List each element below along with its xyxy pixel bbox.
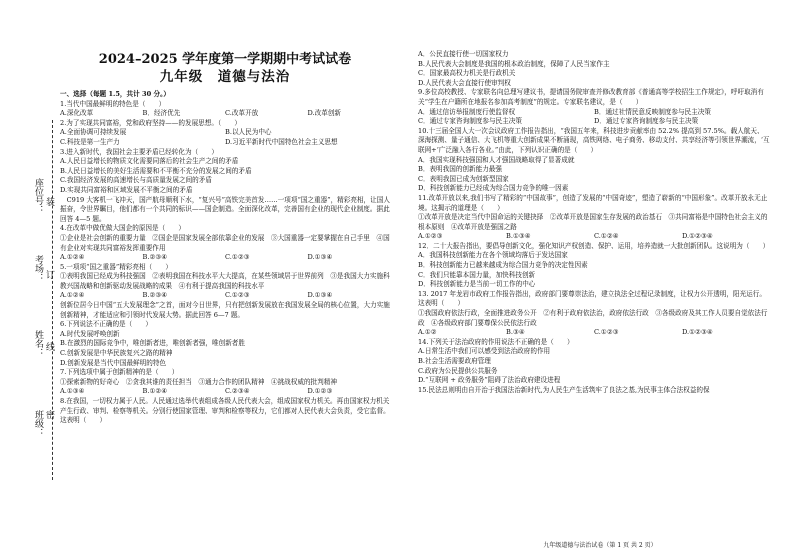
binding-margin bbox=[0, 0, 62, 550]
question-line: 12．二十大报告指出，要倡导创新文化，强化知识产权创造、保护、运用，培养造就一大批创新团队。这说明为（ ） bbox=[418, 241, 770, 250]
question-line: D.创新发展是当代中国最鲜明的特色 bbox=[60, 358, 167, 367]
question-line: C.我国经济发展的高速增长与高质量发展之间的矛盾 bbox=[60, 176, 212, 185]
binding-mark-mi: 密 bbox=[46, 411, 56, 421]
option-text: D.①③④ bbox=[307, 291, 333, 300]
option-row bbox=[60, 253, 390, 263]
question-line: 1.当代中国最鲜明的特色是（ ） bbox=[60, 99, 166, 108]
binding-mark-zhuang: 装 bbox=[46, 198, 56, 208]
option-row bbox=[60, 138, 390, 148]
question-line: 13. 2017 年龙岩市政府工作报告指出，政府部门要尊崇法治，建立执法全过程记录制度，让权力公开透明，阳光运行。这表明（ ） bbox=[418, 289, 766, 308]
question-line: 7.下列选项中属于创新精神的是（ ） bbox=[60, 368, 179, 377]
option-text: B．经济优先 bbox=[142, 109, 181, 118]
question-line: D.实现共同富裕和区域发展不平衡之间的矛盾 bbox=[60, 185, 193, 194]
question-line: C.创新发展是中华民族复兴之路的精神 bbox=[60, 349, 173, 358]
question-line: 8.在我国，一切权力属于人民。人民通过选举代表组成各级人民代表大会，组成国家权力机关。再由国家权力机关产生行政、审判、检察等机关。分别行使国家管理、审判和检察等权力，它们都对人民代表大会负责，受它监督。这表明（ ） bbox=[60, 397, 390, 425]
name-label: 姓名： bbox=[33, 330, 43, 357]
seat-number-label: 座位号： bbox=[33, 178, 43, 214]
option-text: C.①②③ bbox=[225, 291, 250, 300]
option-text: A.①②③ bbox=[418, 232, 443, 241]
option-text: B.①③④ bbox=[506, 232, 531, 241]
option-row bbox=[60, 387, 390, 397]
option-text: D．通过专家咨询制度参与民主决策 bbox=[594, 117, 699, 126]
section-heading: 一、选择（每题 1.5，共计 30 分。） bbox=[60, 90, 170, 98]
question-line: B.人民代表大会制度是我国的根本政治制度，保障了人民当家作主 bbox=[418, 59, 610, 68]
option-row bbox=[60, 128, 390, 138]
question-line: B．表明我国的创新能力最强 bbox=[418, 165, 502, 174]
question-line: A.人民日益增长的物质文化需要同落后的社会生产之间的矛盾 bbox=[60, 157, 239, 166]
option-text: D.①③④ bbox=[307, 253, 333, 262]
left-questions bbox=[60, 100, 390, 426]
binding-line bbox=[52, 120, 53, 480]
question-line: C．表明我国已成为创新型国家 bbox=[418, 174, 509, 183]
option-text: C.①②③ bbox=[225, 253, 250, 262]
option-row bbox=[60, 109, 390, 119]
option-text: A.全面协调可持续发展 bbox=[60, 128, 127, 137]
question-line: 4.在改革中做优做大国企的原因是（ ） bbox=[60, 224, 185, 233]
question-line: 14.下列关于法治政府的作用说法不正确的是（ ） bbox=[418, 337, 574, 346]
question-line: B．科技创新能力已越来越成为综合国力竞争的决定性因素 bbox=[418, 261, 588, 270]
question-line: C.政府为公民提供公共服务 bbox=[418, 366, 498, 375]
option-text: C.①②③ bbox=[594, 328, 619, 337]
option-row bbox=[418, 108, 770, 118]
option-text: A.深化改革 bbox=[60, 109, 94, 118]
question-line: A.日常生活中我们可以感受到法治政府的作用 bbox=[418, 347, 551, 356]
question-line: D．科技创新能力是当前一切工作的中心 bbox=[418, 280, 536, 289]
question-line: ①表明我国已经成为科技强国 ②表明我国在科技水平大大提高，在某些领域居于世界前列 ③是我国大力实施科教兴国战略和创新驱动发展战略的成果 ④有利于提高我国的科技水平 bbox=[60, 272, 390, 290]
question-line: D．科技创新能力已经成为综合国力竞争的唯一因素 bbox=[418, 184, 569, 193]
option-text: D.改革创新 bbox=[307, 109, 342, 118]
question-line: B.社会生活需要政府管理 bbox=[418, 357, 491, 365]
option-text: A.①②④ bbox=[60, 291, 85, 300]
question-line: 创新位居今日中国“五大发展理念”之首，面对今日世界，只有把创新发展放在我国发展全局的核心位置，大力实施创新精神，才能适应和引领时代发展大势。据此回答 6—7 题。 bbox=[60, 301, 390, 319]
question-line: ①企业是社会创新的重要力量 ②国企是国家发展全部依靠企业的发展 ③大国重器一定要掌握在自己手里 ④国有企业对实现共同富裕发挥重要作用 bbox=[60, 233, 390, 252]
option-text: B．通过社情民意反映制度参与民主决策 bbox=[594, 107, 711, 116]
question-line: 15.民法总则明由自开治于我国法治新时代,为人民生产生活筑牢了良法之基,为民事主体合法权益的保 bbox=[418, 385, 710, 394]
question-line: C．我们只能靠本国力量，加快科技创新 bbox=[418, 270, 536, 279]
option-row bbox=[60, 291, 390, 301]
option-text: D.①②③④ bbox=[682, 232, 713, 241]
exam-title: 2024–2025 学年度第一学期期中考试试卷 bbox=[98, 52, 352, 67]
question-line: 11.改革开放以来,我们书写了精彩的“中国故事”，创造了发展的“中国奇迹”，塑造了崭新的“中国形象”。改革开放永无止境。这揭示的道理是（ ） bbox=[418, 193, 768, 212]
question-line: 6.下列说法不正确的是（ ） bbox=[60, 320, 153, 329]
question-line: ①我国政府依法行政，全面推进政务公开 ②有利于政府依法治，政府依法行政 ③各级政府及其工作人员要自觉依法行政 ④各级政府部门要尊保公民依法行政 bbox=[418, 309, 768, 327]
option-text: B.①②④ bbox=[142, 387, 168, 396]
question-line: 10.十三届全国人大一次会议政府工作报告指出，“我国五年来，科技进步贡献率由 52.2% 提高到 57.5%。载人航天、深海探测、量子通信、大飞机等重大创新成果不断涌现，高铁网络、电子商务、移动支付、共享经济等引领世界潮流，‘互联网+’广泛融入各行各业。”由此，下列认识正确的是（ ） bbox=[418, 126, 770, 154]
question-line: 2.为了实现共同富裕，党和政府坚持——的发展思想。（ ） bbox=[60, 118, 242, 127]
page-footer: 九年级道德与法治试卷（第 1 页 共 2 页） bbox=[543, 542, 657, 549]
option-row bbox=[418, 232, 770, 242]
option-text: B.③④ bbox=[506, 328, 525, 337]
right-questions bbox=[418, 50, 770, 395]
question-line: A.时代发展呼唤创新 bbox=[60, 329, 120, 338]
question-line: A．我国实现科技强国和人才强国战略取得了显著成就 bbox=[418, 155, 575, 164]
question-line: B.在激烈的国际竞争中，唯创新者进，唯创新者强，唯创新者胜 bbox=[60, 339, 245, 348]
question-line: ①改革开放是决定当代中国命运的关键抉择 ②改革开放是国家生存发展的政治基石 ③共同富裕是中国特色社会主义的根本原则 ④改革开放是强国之路 bbox=[418, 213, 768, 231]
option-row bbox=[418, 117, 770, 127]
binding-mark-ding: 订 bbox=[46, 271, 56, 281]
left-column bbox=[60, 0, 390, 426]
option-row bbox=[418, 328, 770, 338]
question-line: A．公民直接行使一切国家权力 bbox=[418, 50, 509, 58]
question-line: 9.多位高校教授、专家联名向总理写建议书，提请国务院审查并修改教育部《普通高等学校招生工作规定》，呼吁取消有关“学生在户籍所在地报名参加高考制度”的规定。专家联名建议，是（ ） bbox=[418, 88, 764, 106]
question-line: 5.一项项“国之重器”精彩亮相（ ） bbox=[60, 262, 172, 271]
question-line: D.人民代表大会直接行使审判权 bbox=[418, 78, 511, 87]
option-text: D.习近平新时代中国特色社会主义思想 bbox=[225, 137, 338, 146]
class-label: 班级： bbox=[33, 410, 43, 437]
option-text: C.②③④ bbox=[225, 387, 250, 396]
right-column bbox=[418, 50, 770, 395]
option-text: C．通过专家咨询制度参与民主决策 bbox=[418, 117, 522, 126]
exam-room-label: 考场： bbox=[33, 255, 43, 282]
option-text: A.①② bbox=[418, 328, 437, 337]
question-line: 3.进入新时代，我国社会主要矛盾已经转化为（ ） bbox=[60, 147, 218, 156]
option-text: A.①②④ bbox=[60, 253, 85, 262]
question-line: D.“互联网 + 政务服务”阻碍了法治政府建设进程 bbox=[418, 376, 561, 385]
option-text: A.①③④ bbox=[60, 387, 85, 396]
question-line: C919 大客机一飞冲天，国产航母顺利下水，“复兴号”高铁完美首发……一项项“国之重器”，精彩亮相，让国人振奋，令世界瞩目，他们都有一个共同的标识——国企制造。全面深化改革，完善国有企业的现代企业制度。据此回答 4—5 题。 bbox=[60, 195, 390, 223]
option-text: B.②③④ bbox=[142, 291, 168, 300]
exam-subtitle: 九年级 道德与法治 bbox=[159, 69, 291, 85]
binding-mark-xian: 线 bbox=[46, 343, 56, 353]
option-text: D.①②③ bbox=[307, 387, 333, 396]
question-line: C．国家最高权力机关是行政机关 bbox=[418, 69, 516, 78]
question-line: ①探索新物的好奇心 ②贪我其谁的责任担当 ③通力合作的团队精神 ④挑战权威的批判精神 bbox=[60, 377, 337, 386]
option-text: B.以人民为中心 bbox=[225, 128, 272, 137]
option-text: A．通过信访举报制度行使监督权 bbox=[418, 107, 516, 116]
question-line: A．我国科技创新能力在各个领域均落后于发达国家 bbox=[418, 251, 568, 260]
option-text: B.②③④ bbox=[142, 253, 168, 262]
question-line: B.人民日益增长的美好生活需要和不平衡不充分的发展之间的矛盾 bbox=[60, 166, 252, 175]
option-text: C.改革开放 bbox=[225, 109, 259, 118]
option-text: C.科技是第一生产力 bbox=[60, 137, 120, 146]
option-text: C.①②④ bbox=[594, 232, 619, 241]
option-text: D.①②③④ bbox=[682, 328, 713, 337]
